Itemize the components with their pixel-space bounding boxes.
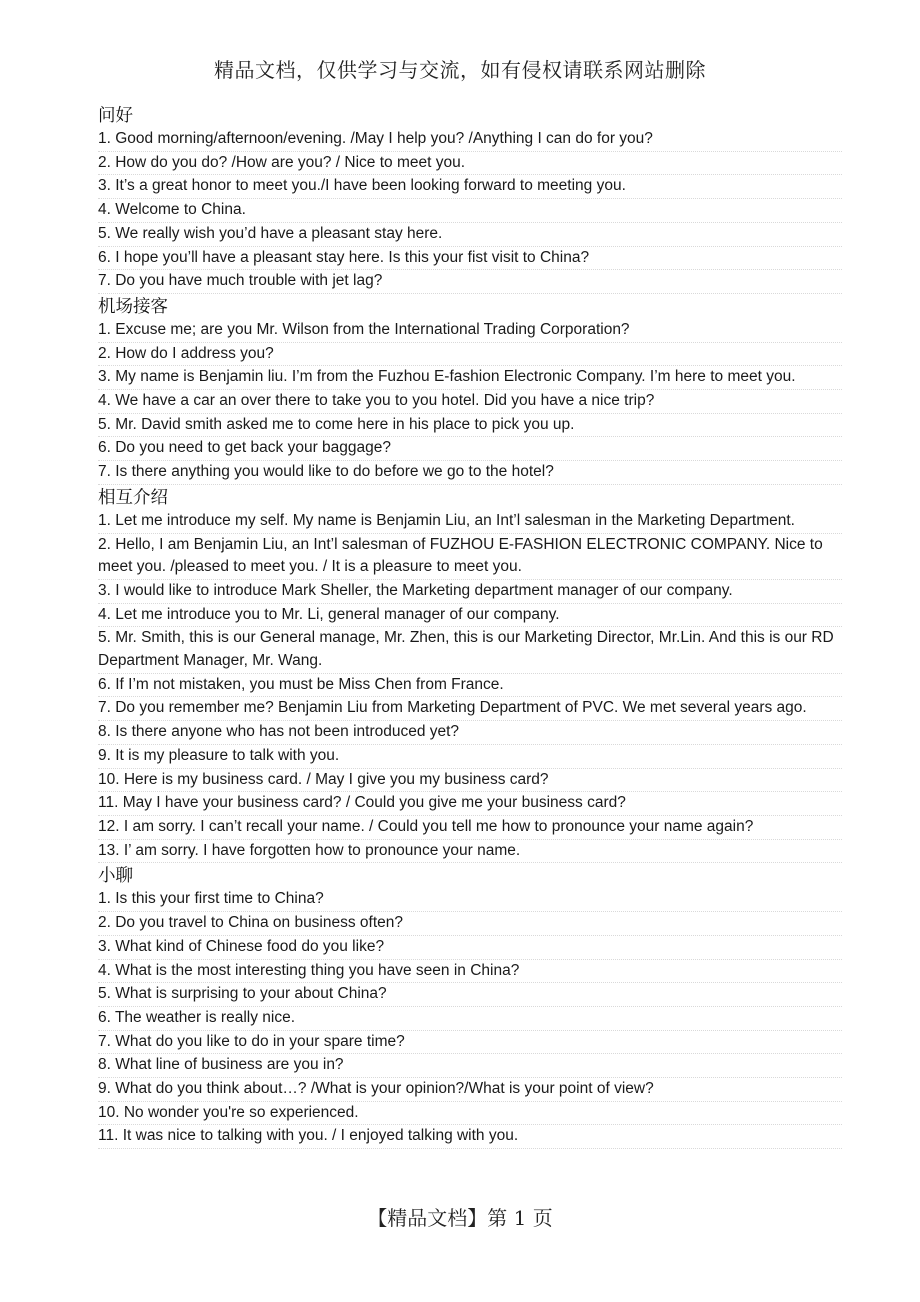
- sentence-line: 2. Do you travel to China on business often?: [98, 912, 842, 936]
- sentence-line: 5. We really wish you’d have a pleasant stay here.: [98, 223, 842, 247]
- page-footer: 【精品文档】第 1 页: [367, 1206, 553, 1230]
- section-title: 小聊: [98, 865, 133, 886]
- sentence-line: 1. Good morning/afternoon/evening. /May I help you? /Anything I can do for you?: [98, 128, 842, 152]
- sentence-line: 11. May I have your business card? / Could you give me your business card?: [98, 792, 842, 816]
- sentence-line: 8. Is there anyone who has not been introduced yet?: [98, 721, 842, 745]
- sentence-line: 4. What is the most interesting thing you have seen in China?: [98, 960, 842, 984]
- section-title: 相互介绍: [98, 486, 168, 507]
- sentence-line: 9. It is my pleasure to talk with you.: [98, 745, 842, 769]
- sentence-line: 5. Mr. Smith, this is our General manage, Mr. Zhen, this is our Marketing Director, Mr.Lin. And this is our RD Department Manager, Mr. Wang.: [98, 627, 842, 673]
- sentence-line: 5. What is surprising to your about China?: [98, 983, 842, 1007]
- page-header: 精品文档，仅供学习与交流，如有侵权请联系网站删除: [214, 58, 706, 82]
- sentence-line: 7. Do you remember me? Benjamin Liu from Marketing Department of PVC. We met several years ago.: [98, 697, 842, 721]
- sentence-line: 9. What do you think about…? /What is your opinion?/What is your point of view?: [98, 1078, 842, 1102]
- sentence-line: 1. Excuse me; are you Mr. Wilson from the International Trading Corporation?: [98, 319, 842, 343]
- sentence-line: 2. How do you do? /How are you? / Nice to meet you.: [98, 152, 842, 176]
- sentence-line: 5. Mr. David smith asked me to come here in his place to pick you up.: [98, 414, 842, 438]
- sentence-line: 6. I hope you’ll have a pleasant stay here. Is this your fist visit to China?: [98, 247, 842, 271]
- document-body: [98, 103, 842, 1149]
- sentence-line: 6. Do you need to get back your baggage?: [98, 437, 842, 461]
- sentence-line: 7. Is there anything you would like to do before we go to the hotel?: [98, 461, 842, 485]
- sentence-line: 2. Hello, I am Benjamin Liu, an Int’l salesman of FUZHOU E-FASHION ELECTRONIC COMPANY. Nice to meet you. /pleased to meet you. / It is a pleasure to meet you.: [98, 534, 842, 580]
- sentence-line: 4. Let me introduce you to Mr. Li, general manager of our company.: [98, 604, 842, 628]
- sentence-line: 3. What kind of Chinese food do you like?: [98, 936, 842, 960]
- sentence-line: 3. My name is Benjamin liu. I’m from the Fuzhou E-fashion Electronic Company. I’m here to meet you.: [98, 366, 842, 390]
- sentence-line: 6. If I’m not mistaken, you must be Miss Chen from France.: [98, 674, 842, 698]
- sentence-line: 2. How do I address you?: [98, 343, 842, 367]
- sentence-line: 7. Do you have much trouble with jet lag?: [98, 270, 842, 294]
- sentence-line: 3. I would like to introduce Mark Sheller, the Marketing department manager of our company.: [98, 580, 842, 604]
- sentence-line: 1. Let me introduce my self. My name is Benjamin Liu, an Int’l salesman in the Marketing Department.: [98, 510, 842, 534]
- sentence-line: 7. What do you like to do in your spare time?: [98, 1031, 842, 1055]
- sentence-line: 8. What line of business are you in?: [98, 1054, 842, 1078]
- sentence-line: 4. Welcome to China.: [98, 199, 842, 223]
- sentence-line: 13. I’ am sorry. I have forgotten how to pronounce your name.: [98, 840, 842, 864]
- sentence-line: 10. Here is my business card. / May I give you my business card?: [98, 769, 842, 793]
- sentence-line: 10. No wonder you're so experienced.: [98, 1102, 842, 1126]
- section-title: 问好: [98, 105, 133, 125]
- sentence-line: 11. It was nice to talking with you. / I enjoyed talking with you.: [98, 1125, 842, 1149]
- sentence-line: 1. Is this your first time to China?: [98, 888, 842, 912]
- sentence-line: 3. It’s a great honor to meet you./I have been looking forward to meeting you.: [98, 175, 842, 199]
- sentence-line: 6. The weather is really nice.: [98, 1007, 842, 1031]
- sentence-line: 12. I am sorry. I can’t recall your name. / Could you tell me how to pronounce your name again?: [98, 816, 842, 840]
- sentence-line: 4. We have a car an over there to take you to you hotel. Did you have a nice trip?: [98, 390, 842, 414]
- section-title: 机场接客: [98, 295, 168, 316]
